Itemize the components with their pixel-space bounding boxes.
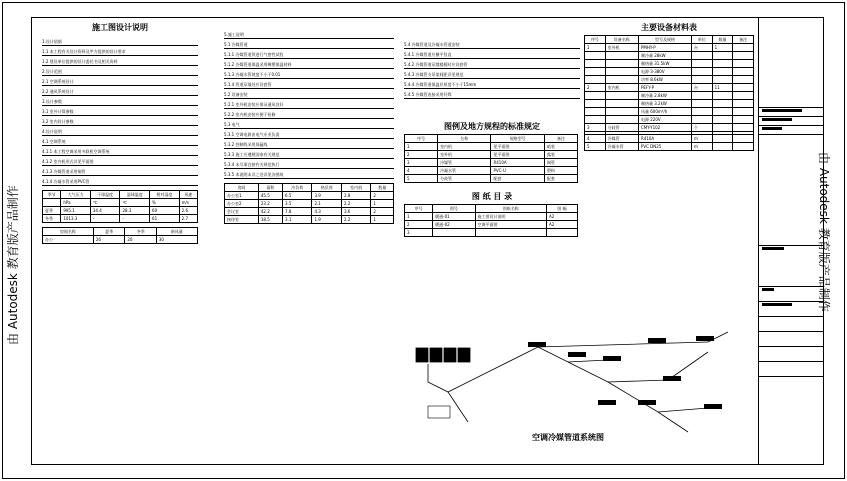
table-cell: 42.2 (258, 208, 282, 216)
table-cell: 30 (156, 236, 197, 244)
table-header-cell: 图号 (433, 205, 475, 213)
table-cell: 配套 (544, 175, 577, 183)
table-cell (733, 76, 754, 84)
table-cell: 施工图设计说明 (475, 213, 547, 221)
table-cell: 制冷量 2.8kW (638, 92, 691, 100)
table-cell: 3.1 (283, 216, 312, 224)
table-header-cell: 新风量 (156, 228, 197, 236)
note-line: 5.3.2 控制线采用屏蔽线 (224, 142, 394, 149)
table-cell: 18.5 (258, 216, 282, 224)
table-row (585, 108, 754, 116)
table-row (405, 175, 578, 183)
title-block-row (759, 117, 824, 126)
note-line: 5.3.1 空调电源由电气专业负责 (224, 132, 394, 139)
table-row (405, 135, 578, 143)
note-line: 4.1.3 冷媒管道采用铜管 (42, 169, 198, 176)
table-header-cell: 名称 (438, 135, 491, 143)
note-line: 5.4.3 冷媒管支吊架间距详见规范 (404, 72, 580, 79)
refrigerant-piping-diagram (408, 322, 758, 442)
table-cell: 铜管 (544, 159, 577, 167)
table-cell (605, 60, 638, 68)
note-line: 1.1 本工程有关设计资料及甲方提供的设计要求 (42, 49, 198, 56)
table-cell: 28.3 (120, 207, 150, 215)
table-cell (605, 92, 638, 100)
table-row (585, 100, 754, 108)
table-cell: 个 (692, 124, 713, 132)
table-header-cell: 房间 (225, 184, 259, 192)
note-line: 5.2.1 室外机安装应保证通风良好 (224, 102, 394, 109)
table-cell: 制冷量 28kW (638, 52, 691, 60)
table-cell (475, 229, 547, 237)
table-cell: 室外机 (438, 151, 491, 159)
table-cell: R410A (638, 135, 691, 143)
table-cell (605, 116, 638, 124)
table-row (405, 221, 578, 229)
table-cell (733, 124, 754, 132)
table-cell: 1 (371, 200, 394, 208)
table-cell: 室外机 (605, 44, 638, 52)
note-line: 3.设计参数 (42, 99, 198, 106)
table-header-cell: 夏季 (93, 228, 124, 236)
table-cell: m (692, 143, 713, 151)
table-cell (733, 92, 754, 100)
table-row (585, 76, 754, 84)
table-cell: 1 (405, 213, 433, 221)
equipment-table (584, 35, 754, 151)
table-cell (733, 68, 754, 76)
note-line: 5.2 设备安装 (224, 92, 394, 99)
table-row (405, 151, 578, 159)
table-row (585, 52, 754, 60)
table-cell (733, 100, 754, 108)
table-cell: 见平面图 (491, 143, 544, 151)
table-cell (692, 76, 713, 84)
table-cell: 34.4 (90, 207, 120, 215)
table-header-cell: 干球温度 (90, 191, 120, 199)
table-cell: 夏季 (43, 207, 61, 215)
table-cell (733, 143, 754, 151)
table-header-cell: 序号 (405, 135, 438, 143)
table-cell: 3 (585, 124, 606, 132)
table-cell: m/s (179, 199, 197, 207)
table-cell: 3.6 (341, 208, 370, 216)
table-cell: A2 (547, 213, 578, 221)
diagram-title: 空调冷媒管道系统图 (532, 433, 604, 442)
table-row (585, 84, 754, 92)
note-line: 5.1 冷媒管道 (224, 42, 394, 49)
note-line: 5.1.1 冷媒管道须进行气密性试验 (224, 52, 394, 59)
table-header-cell: 图 幅 (547, 205, 578, 213)
table-cell: 分歧管 (438, 175, 491, 183)
table-row (405, 159, 578, 167)
table-header-cell: 序号 (405, 205, 433, 213)
table-cell (605, 76, 638, 84)
table-cell: 11 (712, 84, 733, 92)
table-cell: 露装 (544, 151, 577, 159)
notes-column-2 (224, 22, 394, 228)
table-header-cell: 湿球温度 (120, 191, 150, 199)
table-row (585, 60, 754, 68)
table-cell (692, 52, 713, 60)
table-cell: 接待室 (225, 216, 259, 224)
table-cell: 4 (405, 167, 438, 175)
table-cell (712, 52, 733, 60)
table-cell: 61 (150, 215, 180, 223)
table-cell (733, 135, 754, 143)
watermark-left: 由 Autodesk 教育版产品制作 (6, 185, 20, 345)
table-cell: 2 (371, 192, 394, 200)
table-cell (585, 116, 606, 124)
table-cell: 暗装 (544, 143, 577, 151)
note-line: 4.1.1 本工程空调采用多联机空调系统 (42, 149, 198, 156)
note-line: 5.3.5 本说明未详之处详见各图纸 (224, 172, 394, 179)
note-line: 2.2 通风系统设计 (42, 89, 198, 96)
table-cell: 制热量 31.5kW (638, 60, 691, 68)
table-cell: PMHY-P (638, 44, 691, 52)
note-line: 4.1 空调系统 (42, 139, 198, 146)
table-header-cell: 图纸名称 (475, 205, 547, 213)
table-cell (585, 76, 606, 84)
title-block-row (759, 362, 824, 377)
table-row (225, 200, 394, 208)
note-line: 5.4.5 冷媒管连接采用钎焊 (404, 92, 580, 99)
table-cell: 办公 (43, 236, 94, 244)
table-cell: 风量 600m³/h (638, 108, 691, 116)
note-line: 5.3.3 施工应遵照国家有关规范 (224, 152, 394, 159)
table-row (585, 44, 754, 52)
title-block-row (759, 108, 824, 117)
note-line: 1.2 建设单位提供的设计委托书及相关资料 (42, 59, 198, 66)
equipment-title: 主要设备材料表 (641, 23, 697, 32)
title-block (758, 17, 824, 465)
table-row (405, 205, 578, 213)
table-cell: 冬季 (43, 215, 61, 223)
table-cell: % (150, 199, 180, 207)
table-cell: 1.9 (312, 216, 341, 224)
table-cell (733, 108, 754, 116)
notes-col1-lines (42, 39, 198, 186)
table-row (43, 199, 198, 207)
table-header-cell: 季节 (43, 191, 61, 199)
table-cell: 3.5 (283, 200, 312, 208)
table-cell: 6.5 (283, 192, 312, 200)
watermark-right: 由 Autodesk 教育版产品制作 (817, 152, 831, 312)
title-block-row (759, 287, 824, 302)
table-cell: - (120, 215, 150, 223)
table-cell: 3 (405, 229, 433, 237)
note-line: 2.1 空调系统设计 (42, 79, 198, 86)
table-row (43, 207, 198, 215)
table-cell: 2.8 (341, 192, 370, 200)
table-cell (712, 124, 733, 132)
table-cell: 60 (150, 207, 180, 215)
note-line: 5.4.1 冷媒管道应横平竖直 (404, 52, 580, 59)
table-cell: 见平面图 (491, 151, 544, 159)
table-row (405, 167, 578, 175)
table-cell (712, 60, 733, 68)
table-cell: 1 (585, 44, 606, 52)
note-line: 5.1.4 管道穿墙处应设套管 (224, 82, 394, 89)
table-cell: 3 (405, 159, 438, 167)
table-cell: 塑料 (544, 167, 577, 175)
index-table (404, 204, 578, 237)
table-cell (605, 68, 638, 76)
note-line: 5.施工说明 (224, 32, 394, 39)
table-cell: 2 (405, 151, 438, 159)
note-line: 5.4.4 冷媒管道保温层厚度不小于15mm (404, 82, 580, 89)
table-row (585, 143, 754, 151)
table-cell (733, 84, 754, 92)
table-cell: 4.3 (312, 208, 341, 216)
table-header-cell: 设备名称 (605, 36, 638, 44)
note-line: 4.设计说明 (42, 129, 198, 136)
table-header-cell: 备注 (733, 36, 754, 44)
table-cell (712, 76, 733, 84)
table-cell (733, 116, 754, 124)
table-cell (433, 229, 475, 237)
note-line: 5.3.4 未尽事宜按有关规范执行 (224, 162, 394, 169)
notes-column-1 (42, 22, 198, 248)
table-cell: 分歧管 (605, 124, 638, 132)
table-cell (712, 68, 733, 76)
table-cell: PEFY-P (638, 84, 691, 92)
table-row (585, 92, 754, 100)
title-block-row (759, 135, 824, 246)
table-row (225, 216, 394, 224)
table-cell: 2 (405, 221, 433, 229)
table-header-cell: 热负荷 (312, 184, 341, 192)
table-header-cell: 冷负荷 (283, 184, 312, 192)
table-cell: 1 (405, 143, 438, 151)
note-line: 4.1.4 冷凝水管采用PVC管 (42, 179, 198, 186)
indoor-params-table (42, 227, 198, 244)
table-cell: - (90, 215, 120, 223)
table-header-cell: 单位 (692, 36, 713, 44)
table-row (405, 213, 578, 221)
table-cell: 电源 3-380V (638, 68, 691, 76)
table-cell: 26 (93, 236, 124, 244)
table-cell (585, 92, 606, 100)
table-cell (712, 143, 733, 151)
title-block-row (759, 332, 824, 347)
table-cell: 1 (712, 44, 733, 52)
table-header-cell: 备注 (544, 135, 577, 143)
table-row (585, 135, 754, 143)
table-row (43, 236, 198, 244)
table-row (585, 36, 754, 44)
note-line: 1.设计依据 (42, 39, 198, 46)
table-cell: 会议室 (225, 208, 259, 216)
table-cell: A2 (547, 221, 578, 229)
table-row (585, 124, 754, 132)
legend-table (404, 134, 578, 183)
table-cell (547, 229, 578, 237)
table-cell: 2 (585, 84, 606, 92)
table-cell: PVC-U (491, 167, 544, 175)
note-line: 5.1.3 冷凝水管坡度不小于0.01 (224, 72, 394, 79)
table-cell (712, 135, 733, 143)
table-cell (585, 52, 606, 60)
note-line: 5.4 冷媒管道及冷凝水管道安装 (404, 42, 580, 49)
equipment-section (584, 22, 754, 151)
table-header-cell: 序号 (585, 36, 606, 44)
table-cell: 2.7 (179, 215, 197, 223)
table-cell: m (692, 135, 713, 143)
table-cell: 室内机 (438, 143, 491, 151)
notes-col2-lines (224, 32, 394, 179)
table-cell: 5 (585, 143, 606, 151)
table-cell: 台 (692, 84, 713, 92)
table-cell: 暖通-02 (433, 221, 475, 229)
table-cell (692, 92, 713, 100)
table-cell: 冷凝水管 (605, 143, 638, 151)
table-cell (692, 108, 713, 116)
table-row (225, 192, 394, 200)
table-row (43, 215, 198, 223)
table-cell: 3.9 (312, 192, 341, 200)
table-row (585, 116, 754, 124)
table-header-cell: 冬季 (125, 228, 156, 236)
table-cell (692, 60, 713, 68)
table-cell (605, 108, 638, 116)
table-cell: 冷媒管 (438, 159, 491, 167)
title-block-row (759, 302, 824, 317)
table-cell: PVC DN25 (638, 143, 691, 151)
table-cell: 室内机 (605, 84, 638, 92)
table-header-cell: 数量 (712, 36, 733, 44)
note-line: 5.1.2 冷媒管道保温采用橡塑保温材料 (224, 62, 394, 69)
table-header-cell: 型号及规格 (638, 36, 691, 44)
table-row (405, 143, 578, 151)
table-cell: 23.2 (258, 200, 282, 208)
note-line: 5.3 电气 (224, 122, 394, 129)
table-cell (733, 44, 754, 52)
table-row (43, 191, 198, 199)
table-cell: 2 (371, 208, 394, 216)
outdoor-unit-group (416, 348, 470, 362)
table-cell: 20 (125, 236, 156, 244)
note-line: 2.设计范围 (42, 69, 198, 76)
legend-title: 图例及地方规程的标准规定 (444, 122, 540, 131)
title-block-top (759, 17, 824, 108)
table-cell (585, 68, 606, 76)
table-cell (43, 199, 61, 207)
table-cell: 2.2 (341, 216, 370, 224)
table-cell: 暖通-01 (433, 213, 475, 221)
table-header-cell: 相对湿度 (150, 191, 180, 199)
outdoor-params-table (42, 190, 198, 223)
notes-col3-lines (404, 42, 580, 99)
table-cell (605, 52, 638, 60)
table-header-cell: 规格型号 (491, 135, 544, 143)
table-cell: 45.5 (258, 192, 282, 200)
table-cell (712, 116, 733, 124)
table-header-cell: 室内机 (341, 184, 370, 192)
table-cell (585, 100, 606, 108)
table-header-cell: 数量 (371, 184, 394, 192)
notes-title: 施工图设计说明 (92, 23, 148, 32)
notes-column-3 (404, 22, 580, 237)
table-row (585, 68, 754, 76)
table-cell: 2.2 (341, 200, 370, 208)
table-cell: CMY-Y102 (638, 124, 691, 132)
table-cell: 冷凝水管 (438, 167, 491, 175)
title-block-row (759, 126, 824, 135)
table-cell: 配套 (491, 175, 544, 183)
table-row (405, 229, 578, 237)
table-header-cell: 风速 (179, 191, 197, 199)
table-cell (605, 100, 638, 108)
note-line: 5.4.2 冷媒管道穿越楼板时应设套管 (404, 62, 580, 69)
table-cell: 功率 8.6kW (638, 76, 691, 84)
table-cell (692, 100, 713, 108)
table-cell: ℃ (90, 199, 120, 207)
room-load-table (224, 183, 394, 224)
table-cell: 5 (405, 175, 438, 183)
table-header-cell: 大气压力 (61, 191, 91, 199)
table-cell: hPa (61, 199, 91, 207)
table-cell: 制热量 3.2kW (638, 100, 691, 108)
index-title: 图 纸 目 录 (471, 192, 513, 201)
table-cell: 2.1 (312, 200, 341, 208)
table-cell (712, 100, 733, 108)
table-cell: 办公室2 (225, 200, 259, 208)
table-cell: 电源 220V (638, 116, 691, 124)
table-cell: 办公室1 (225, 192, 259, 200)
table-cell: 冷媒管 (605, 135, 638, 143)
note-line: 3.1 室外计算参数 (42, 109, 198, 116)
table-cell: 4 (585, 135, 606, 143)
table-cell: 2.6 (179, 207, 197, 215)
indoor-units (428, 336, 722, 418)
table-cell: 1013.3 (61, 215, 91, 223)
table-cell (733, 60, 754, 68)
title-block-row (759, 317, 824, 332)
table-row (225, 208, 394, 216)
table-cell: 7.8 (283, 208, 312, 216)
table-cell: 1 (371, 216, 394, 224)
table-cell: 空调平面图 (475, 221, 547, 229)
title-block-row (759, 246, 824, 287)
table-header-cell: 房间名称 (43, 228, 94, 236)
table-row (43, 228, 198, 236)
table-cell: 台 (692, 44, 713, 52)
table-cell: 995.1 (61, 207, 91, 215)
note-line: 4.1.2 室内机形式详见平面图 (42, 159, 198, 166)
table-cell: ℃ (120, 199, 150, 207)
table-cell (585, 108, 606, 116)
note-line: 3.2 室内设计参数 (42, 119, 198, 126)
title-block-row (759, 347, 824, 362)
table-cell (712, 108, 733, 116)
table-cell (712, 92, 733, 100)
table-cell (585, 60, 606, 68)
table-cell (692, 68, 713, 76)
table-cell: R410A (491, 159, 544, 167)
table-cell (692, 116, 713, 124)
table-header-cell: 面积 (258, 184, 282, 192)
table-cell (733, 52, 754, 60)
table-row (225, 184, 394, 192)
note-line: 5.2.2 室内机安装应便于检修 (224, 112, 394, 119)
